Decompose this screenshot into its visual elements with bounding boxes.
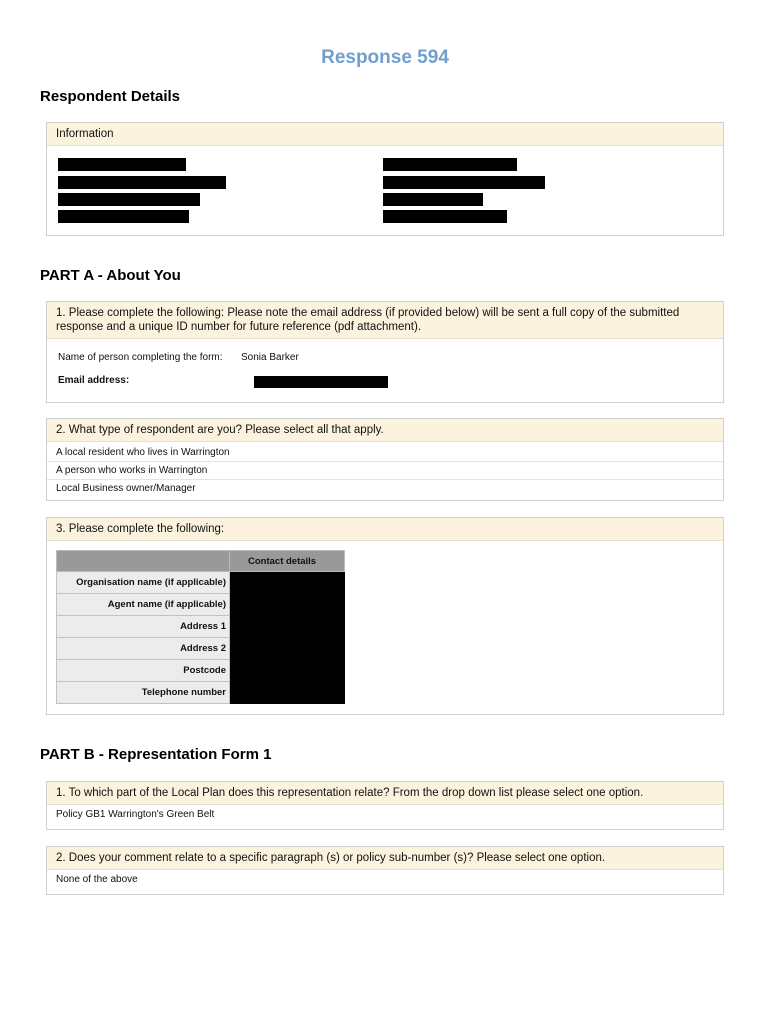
page-title: Response 594: [321, 47, 449, 68]
contact-details-table: [56, 550, 345, 704]
redacted-value: [230, 682, 345, 704]
redacted-text: [58, 176, 226, 189]
redacted-text: [58, 210, 189, 223]
row-label: Postcode: [57, 660, 230, 682]
answer-list: [47, 442, 723, 497]
table-row: [57, 682, 345, 704]
table-row: [57, 660, 345, 682]
row-label: Telephone number: [57, 682, 230, 704]
question-text: 3. Please complete the following:: [47, 518, 723, 541]
redacted-value: [230, 660, 345, 682]
row-label: Address 1: [57, 616, 230, 638]
list-item: Local Business owner/Manager: [56, 483, 196, 494]
table-row: [57, 572, 345, 594]
information-panel: [46, 122, 724, 236]
redacted-value: [230, 572, 345, 594]
list-item: A local resident who lives in Warrington: [47, 444, 723, 462]
list-item: A person who works in Warrington: [47, 462, 723, 480]
question-text: 1. Please complete the following: Please note the email address (if provided below) will be sent a full copy of the submitted response and a unique ID number for future reference (pdf attachment).: [47, 302, 723, 339]
table-header-row: [57, 551, 345, 572]
redacted-value: [230, 638, 345, 660]
information-panel-label: Information: [47, 123, 723, 146]
row-label: Address 2: [57, 638, 230, 660]
row-label: Agent name (if applicable): [57, 594, 230, 616]
part-a-question-1: [46, 301, 724, 403]
table-header-blank: [57, 551, 230, 572]
redacted-text: [58, 158, 186, 171]
part-a-question-3: [46, 517, 724, 715]
answer-text: Policy GB1 Warrington's Green Belt: [56, 809, 215, 820]
part-a-question-2: [46, 418, 724, 501]
redacted-text: [383, 210, 507, 223]
table-header-contact-details: Contact details: [230, 551, 345, 572]
respondent-details-heading: Respondent Details: [40, 88, 181, 105]
table-row: [57, 616, 345, 638]
redacted-value: [230, 594, 345, 616]
name-label: Name of person completing the form:: [58, 352, 223, 363]
question-text: 2. Does your comment relate to a specific paragraph (s) or policy sub-number (s)? Please select one option.: [47, 847, 723, 870]
question-text: 2. What type of respondent are you? Please select all that apply.: [47, 419, 723, 442]
redacted-value: [230, 616, 345, 638]
part-b-heading: PART B - Representation Form 1: [40, 746, 272, 763]
redacted-email: [254, 376, 388, 388]
answer-text: None of the above: [56, 874, 138, 885]
part-a-heading: PART A - About You: [40, 267, 181, 284]
redacted-text: [383, 158, 517, 171]
table-row: [57, 638, 345, 660]
redacted-text: [58, 193, 200, 206]
part-b-question-2: [46, 846, 724, 895]
redacted-text: [383, 176, 545, 189]
name-value: Sonia Barker: [241, 352, 299, 363]
row-label: Organisation name (if applicable): [57, 572, 230, 594]
part-b-question-1: [46, 781, 724, 830]
redacted-text: [383, 193, 483, 206]
question-text: 1. To which part of the Local Plan does this representation relate? From the drop down list please select one option.: [47, 782, 723, 805]
table-row: [57, 594, 345, 616]
email-label: Email address:: [58, 375, 130, 386]
